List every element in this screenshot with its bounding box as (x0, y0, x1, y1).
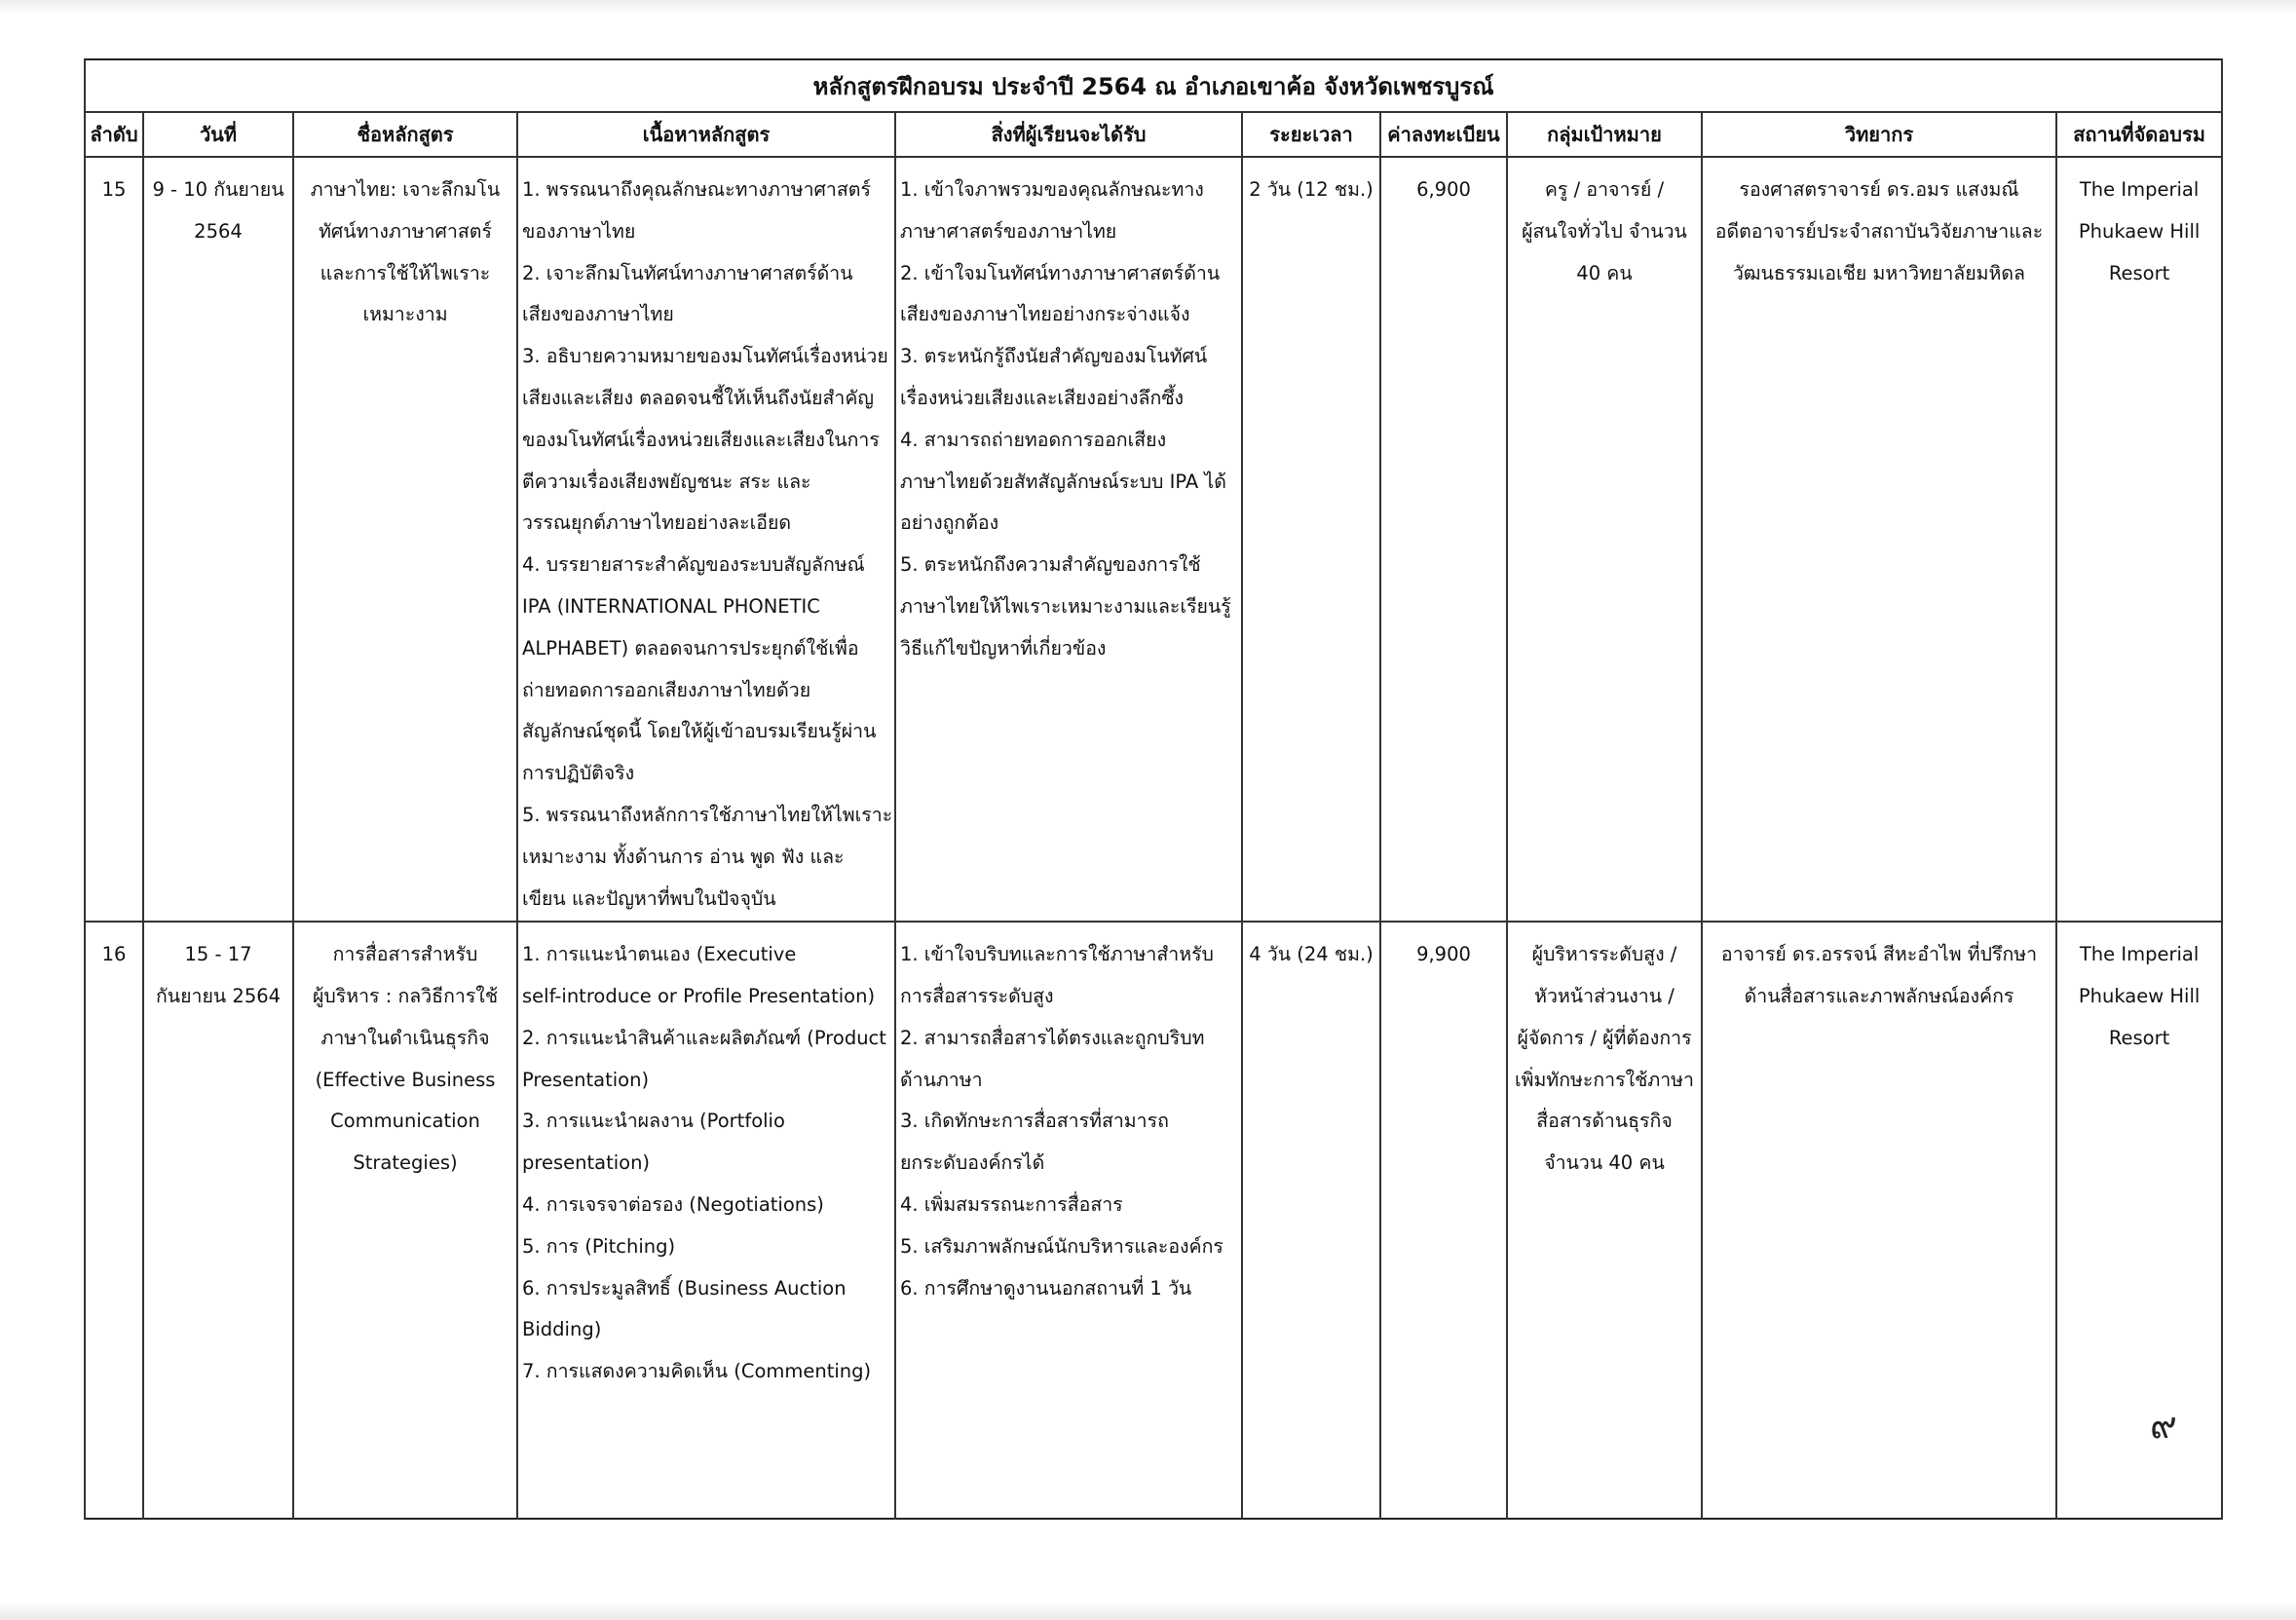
text-line: ยกระดับองค์กรได้ (900, 1151, 1045, 1175)
cell-speaker (1702, 157, 2056, 922)
text-line: ของมโนทัศน์เรื่องหน่วยเสียงและเสียงในการ (522, 428, 880, 451)
text-line: The Imperial (2079, 178, 2200, 202)
cell-course (293, 157, 517, 922)
cell-lines (896, 158, 1241, 670)
cell-lines (1703, 923, 2055, 1018)
text-line: ผู้บริหารระดับสูง / (1531, 943, 1677, 966)
col-header-outcome: สิ่งที่ผู้เรียนจะได้รับ (895, 112, 1242, 157)
text-line: เขียน และปัญหาที่พบในปัจจุบัน (522, 886, 776, 910)
text-line: 3. ตระหนักรู้ถึงนัยสำคัญของมโนทัศน์ (900, 345, 1208, 368)
text-line: ALPHABET) ตลอดจนการประยุกต์ใช้เพื่อ (522, 636, 859, 659)
text-line: 4. บรรยายสาระสำคัญของระบบสัญลักษณ์ (522, 553, 865, 577)
cell-lines (144, 158, 292, 253)
text-line: ครู / อาจารย์ / (1544, 178, 1665, 202)
text-line: 15 - 17 (184, 943, 252, 966)
text-line: การสื่อสารสำหรับ (332, 943, 478, 966)
text-line: ตีความเรื่องเสียงพยัญชนะ สระ และ (522, 470, 811, 493)
text-line: เรื่องหน่วยเสียงและเสียงอย่างลึกซึ้ง (900, 387, 1185, 410)
text-line: 1. การแนะนำตนเอง (Executive (522, 943, 797, 966)
text-line: 1. เข้าใจภาพรวมของคุณลักษณะทาง (900, 178, 1204, 202)
cell-venue (2056, 157, 2222, 922)
cell-lines (2057, 158, 2221, 294)
text-line: และการใช้ให้ไพเราะ (320, 261, 491, 284)
text-line: วัฒนธรรมเอเชีย มหาวิทยาลัยมหิดล (1732, 261, 2026, 284)
cell-date (143, 922, 293, 1519)
text-line: ด้านสื่อสารและภาพลักษณ์องค์กร (1744, 985, 2014, 1008)
cell-lines (294, 923, 516, 1185)
text-line: อดีตอาจารย์ประจำสถาบันวิจัยภาษาและ (1714, 219, 2044, 243)
text-line: 2. เจาะลึกมโนทัศน์ทางภาษาศาสตร์ด้าน (522, 261, 853, 284)
cell-date (143, 157, 293, 922)
text-line: เสียงและเสียง ตลอดจนชี้ให้เห็นถึงนัยสำคัญ (522, 387, 875, 410)
col-header-no: ลำดับ (85, 112, 143, 157)
text-line: 40 คน (1576, 261, 1633, 284)
text-line: 5. ตระหนักถึงความสำคัญของการใช้ (900, 553, 1201, 577)
text-line: เพิ่มทักษะการใช้ภาษา (1515, 1068, 1694, 1091)
text-line: presentation) (522, 1151, 651, 1175)
text-line: 1. พรรณนาถึงคุณลักษณะทางภาษาศาสตร์ (522, 178, 871, 202)
cell-lines (294, 158, 516, 336)
text-line: Phukaew Hill (2078, 219, 2201, 243)
text-line: self-introduce or Profile Presentation) (522, 985, 876, 1008)
text-line: หัวหน้าส่วนงาน / (1534, 985, 1675, 1008)
cell-lines (2057, 923, 2221, 1059)
col-header-duration: ระยะเวลา (1242, 112, 1380, 157)
cell-fee: 6,900 (1380, 157, 1507, 922)
text-line: Resort (2108, 1026, 2170, 1049)
text-line: สัญลักษณ์ชุดนี้ โดยให้ผู้เข้าอบรมเรียนรู้ผ่าน (522, 720, 877, 743)
cell-speaker (1702, 922, 2056, 1519)
text-line: 3. อธิบายความหมายของมโนทัศน์เรื่องหน่วย (522, 345, 888, 368)
cell-duration: 2 วัน (12 ชม.) (1242, 157, 1380, 922)
text-line: (Effective Business (315, 1068, 496, 1091)
table-row (85, 157, 2222, 922)
text-line: การปฏิบัติจริง (522, 762, 635, 785)
text-line: เสียงของภาษาไทยอย่างกระจ่างแจ้ง (900, 303, 1190, 326)
page-number: ๙ (2150, 1404, 2177, 1447)
text-line: อย่างถูกต้อง (900, 511, 999, 535)
cell-course (293, 922, 517, 1519)
text-line: IPA (INTERNATIONAL PHONETIC (522, 595, 820, 619)
text-line: กันยายน 2564 (155, 985, 282, 1008)
cell-outcome (895, 922, 1242, 1519)
text-line: 4. เพิ่มสมรรถนะการสื่อสาร (900, 1193, 1123, 1217)
cell-content (517, 922, 895, 1519)
text-line: ภาษาในดำเนินธุรกิจ (320, 1026, 490, 1049)
text-line: Presentation) (522, 1068, 650, 1091)
text-line: 9 - 10 กันยายน (152, 178, 284, 202)
text-line: 5. เสริมภาพลักษณ์นักบริหารและองค์กร (900, 1234, 1223, 1258)
cell-duration: 4 วัน (24 ชม.) (1242, 922, 1380, 1519)
text-line: ภาษาศาสตร์ของภาษาไทย (900, 219, 1117, 243)
text-line: เหมาะงาม (362, 303, 448, 326)
text-line: จำนวน 40 คน (1544, 1151, 1665, 1175)
cell-lines (1508, 158, 1701, 294)
cell-lines (896, 923, 1241, 1309)
col-header-venue: สถานที่จัดอบรม (2056, 112, 2222, 157)
scan-edge-top (0, 0, 2296, 14)
text-line: เสียงของภาษาไทย (522, 303, 674, 326)
text-line: อาจารย์ ดร.อรรจน์ สีหะอำไพ ที่ปรึกษา (1720, 943, 2038, 966)
cell-content (517, 157, 895, 922)
text-line: ด้านภาษา (900, 1068, 983, 1091)
text-line: เหมาะงาม ทั้งด้านการ อ่าน พูด ฟัง และ (522, 845, 845, 868)
text-line: ทัศน์ทางภาษาศาสตร์ (319, 219, 492, 243)
cell-lines (1508, 923, 1701, 1185)
text-line: สื่อสารด้านธุรกิจ (1536, 1110, 1673, 1133)
cell-lines (1703, 158, 2055, 294)
text-line: 2. เข้าใจมโนทัศน์ทางภาษาศาสตร์ด้าน (900, 261, 1221, 284)
course-table (84, 58, 2223, 1520)
text-line: ของภาษาไทย (522, 219, 636, 243)
text-line: Strategies) (353, 1151, 458, 1175)
table-row (85, 922, 2222, 1519)
cell-target (1507, 922, 1702, 1519)
cell-no: 16 (85, 922, 143, 1519)
col-header-fee: ค่าลงทะเบียน (1380, 112, 1507, 157)
scan-edge-bottom (0, 1602, 2296, 1620)
text-line: 5. การ (Pitching) (522, 1234, 676, 1258)
cell-outcome (895, 157, 1242, 922)
cell-no: 15 (85, 157, 143, 922)
cell-venue (2056, 922, 2222, 1519)
header-row (85, 112, 2222, 157)
text-line: Communication (330, 1110, 480, 1133)
col-header-content: เนื้อหาหลักสูตร (517, 112, 895, 157)
text-line: 3. เกิดทักษะการสื่อสารที่สามารถ (900, 1110, 1169, 1133)
text-line: ถ่ายทอดการออกเสียงภาษาไทยด้วย (522, 678, 811, 701)
text-line: ภาษาไทยด้วยสัทสัญลักษณ์ระบบ IPA ได้ (900, 470, 1226, 493)
text-line: 2. การแนะนำสินค้าและผลิตภัณฑ์ (Product (522, 1026, 886, 1049)
text-line: 4. สามารถถ่ายทอดการออกเสียง (900, 428, 1167, 451)
col-header-target: กลุ่มเป้าหมาย (1507, 112, 1702, 157)
text-line: ภาษาไทย: เจาะลึกมโน (310, 178, 501, 202)
text-line: 4. การเจรจาต่อรอง (Negotiations) (522, 1193, 824, 1217)
text-line: 6. การประมูลสิทธิ์ (Business Auction (522, 1276, 847, 1300)
text-line: ผู้บริหาร : กลวิธีการใช้ (312, 985, 499, 1008)
text-line: 3. การแนะนำผลงาน (Portfolio (522, 1110, 785, 1133)
text-line: ผู้จัดการ / ผู้ที่ต้องการ (1517, 1026, 1692, 1049)
text-line: รองศาสตราจารย์ ดร.อมร แสงมณี (1739, 178, 2019, 202)
text-line: การสื่อสารระดับสูง (900, 985, 1054, 1008)
cell-lines (518, 923, 894, 1393)
text-line: 7. การแสดงความคิดเห็น (Commenting) (522, 1360, 872, 1383)
text-line: Resort (2108, 261, 2170, 284)
text-line: 2564 (194, 219, 243, 243)
text-line: 2. สามารถสื่อสารได้ตรงและถูกบริบท (900, 1026, 1205, 1049)
text-line: The Imperial (2079, 943, 2200, 966)
table-title: หลักสูตรฝึกอบรม ประจำปี 2564 ณ อำเภอเขาค้อ จังหวัดเพชรบูรณ์ (85, 59, 2222, 112)
cell-fee: 9,900 (1380, 922, 1507, 1519)
col-header-speaker: วิทยากร (1702, 112, 2056, 157)
text-line: 6. การศึกษาดูงานนอกสถานที่ 1 วัน (900, 1276, 1192, 1300)
col-header-course: ชื่อหลักสูตร (293, 112, 517, 157)
text-line: ผู้สนใจทั่วไป จำนวน (1522, 219, 1687, 243)
text-line: Phukaew Hill (2078, 985, 2201, 1008)
text-line: วิธีแก้ไขปัญหาที่เกี่ยวข้อง (900, 636, 1107, 659)
cell-lines (144, 923, 292, 1018)
cell-lines (518, 158, 894, 920)
text-line: 1. เข้าใจบริบทและการใช้ภาษาสำหรับ (900, 943, 1214, 966)
text-line: วรรณยุกต์ภาษาไทยอย่างละเอียด (522, 511, 792, 535)
text-line: 5. พรรณนาถึงหลักการใช้ภาษาไทยให้ไพเราะ (522, 804, 893, 827)
text-line: ภาษาไทยให้ไพเราะเหมาะงามและเรียนรู้ (900, 595, 1231, 619)
text-line: Bidding) (522, 1318, 602, 1341)
cell-target (1507, 157, 1702, 922)
col-header-date: วันที่ (143, 112, 293, 157)
